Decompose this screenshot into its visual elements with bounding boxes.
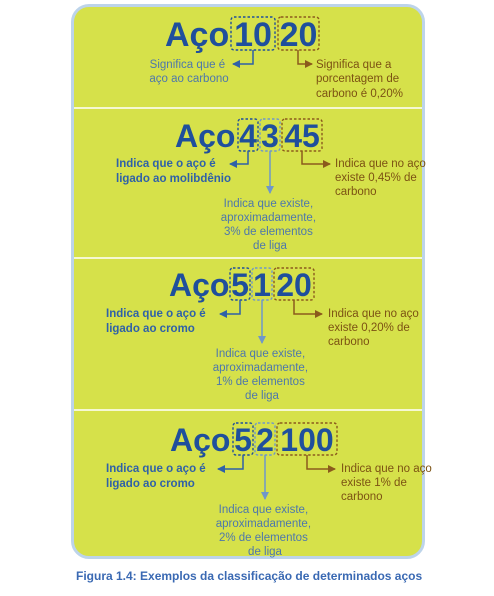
digit-group: 5	[231, 267, 249, 303]
left-annotation: Indica que o aço é ligado ao molibdênio	[116, 158, 231, 185]
steel-word: Aço	[175, 118, 236, 154]
right-annotation: Indica que no aço existe 0,20% de carbono	[328, 308, 419, 348]
middle-annotation: Indica que existe, aproximadamente, 1% de elementos de liga	[212, 348, 309, 402]
steel-word: Aço	[170, 422, 231, 458]
digit-group: 4	[239, 118, 257, 154]
digit-group: 20	[276, 267, 312, 303]
middle-annotation: Indica que existe, aproximadamente, 3% de elementos de liga	[220, 198, 317, 252]
example-52100	[106, 422, 435, 558]
left-annotation: Indica que o aço é ligado ao cromo	[106, 308, 206, 335]
example-5120	[106, 267, 422, 402]
digit-group: 3	[261, 118, 279, 154]
right-annotation: Significa que a porcentagem de carbono é 0,20%	[316, 59, 403, 100]
figure-caption: Figura 1.4: Exemplos da classificação de determinados aços	[76, 569, 423, 583]
left-annotation: Significa que é aço ao carbono	[149, 59, 229, 85]
steel-word: Aço	[165, 16, 230, 54]
digit-group: 1	[253, 267, 271, 303]
digit-group: 100	[280, 422, 334, 458]
right-annotation: Indica que no aço existe 1% de carbono	[341, 463, 432, 503]
digit-group: 45	[284, 118, 320, 154]
digit-group: 2	[256, 422, 274, 458]
middle-annotation: Indica que existe, aproximadamente, 2% de elementos de liga	[215, 504, 312, 558]
example-4345	[116, 118, 429, 252]
right-annotation: Indica que no aço existe 0,45% de carbono	[335, 158, 426, 198]
example-1020	[149, 16, 403, 100]
digit-group: 10	[234, 16, 272, 54]
digit-group: 5	[234, 422, 252, 458]
digit-group: 20	[279, 16, 318, 54]
left-annotation: Indica que o aço é ligado ao cromo	[106, 463, 206, 490]
steel-word: Aço	[169, 267, 230, 303]
